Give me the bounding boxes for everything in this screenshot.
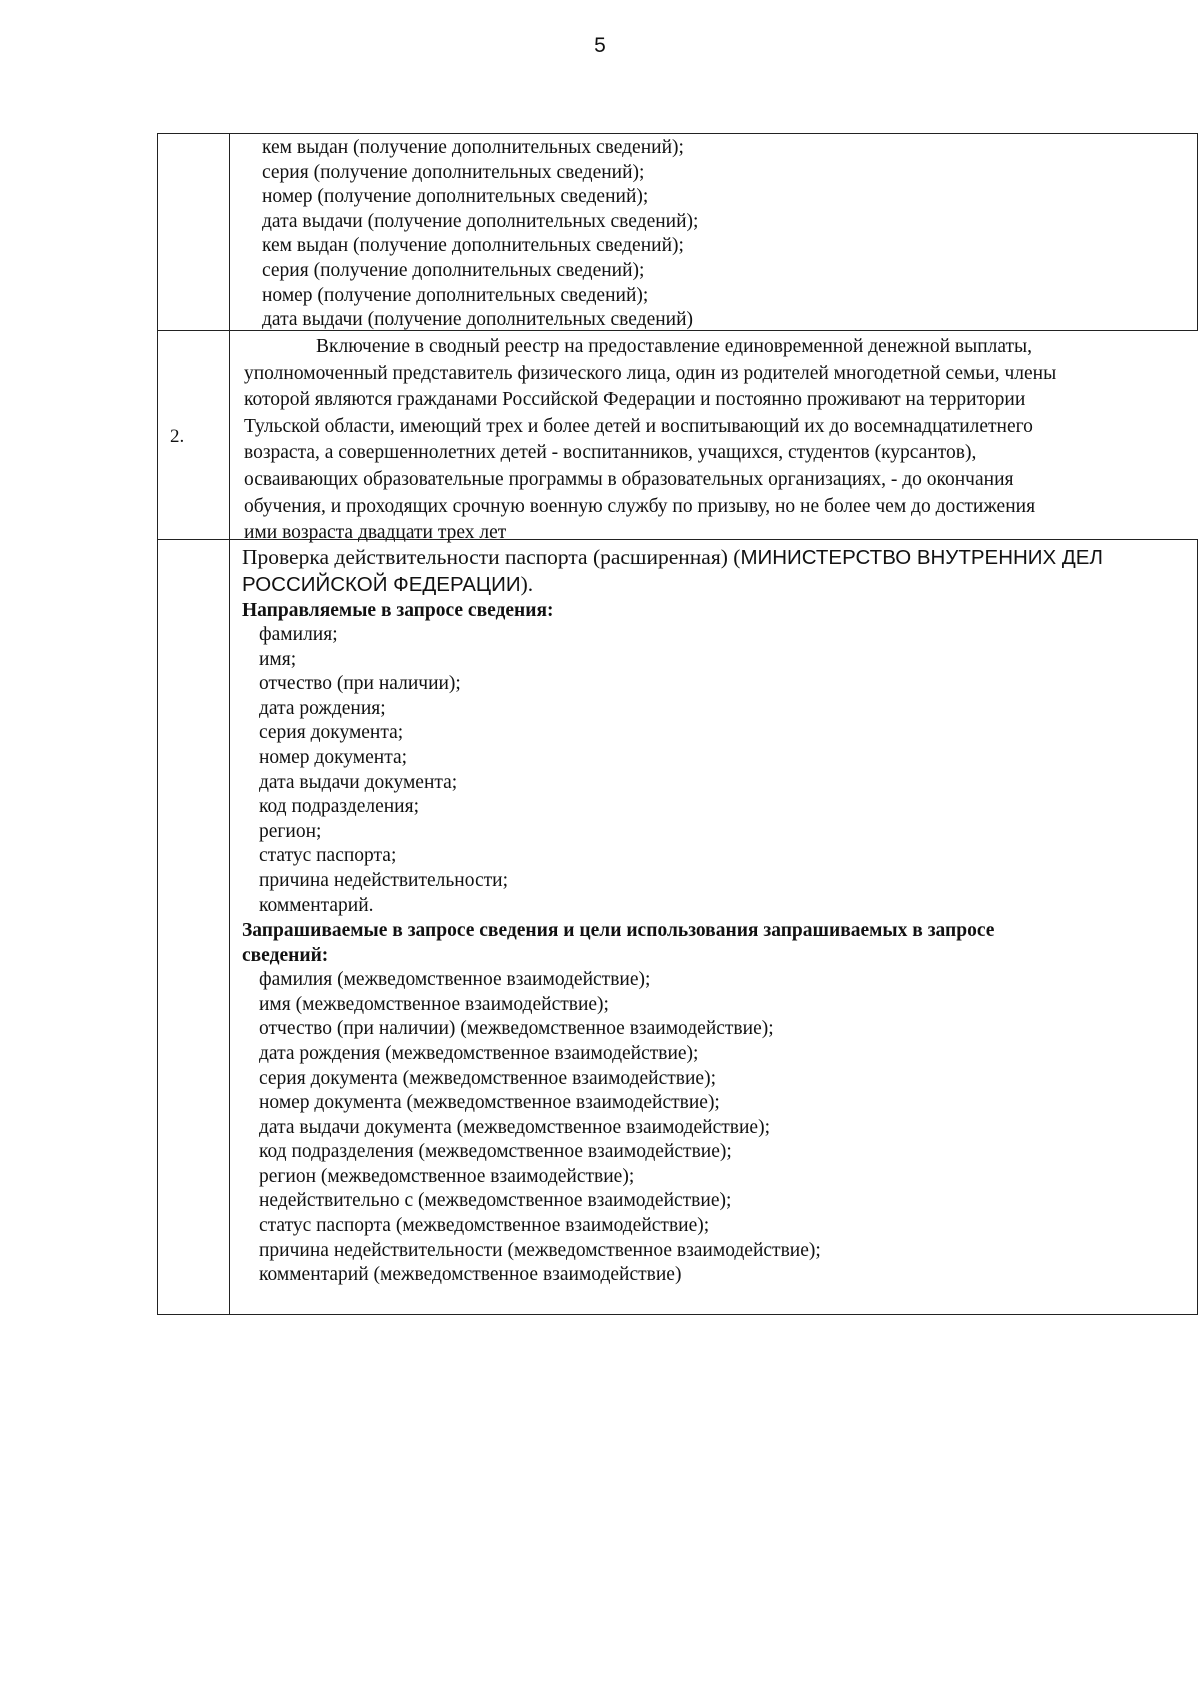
list-item: номер (получение дополнительных сведений); [262, 186, 649, 208]
paragraph-line: обучения, и проходящих срочную военную службу по призыву, но не более чем до достижения [244, 495, 1036, 517]
list-item: номер (получение дополнительных сведений); [262, 284, 649, 306]
list-item: серия документа; [259, 722, 404, 744]
list-item: фамилия (межведомственное взаимодействие); [259, 969, 651, 991]
service-title-line-2 [242, 571, 1192, 598]
list-item: регион; [259, 820, 322, 842]
list-item: фамилия; [259, 624, 338, 645]
list-item: дата выдачи документа (межведомственное взаимодействие); [259, 1116, 770, 1138]
list-item: отчество (при наличии) (межведомственное взаимодействие); [259, 1018, 774, 1040]
paragraph-line: уполномоченный представитель физического лица, один из родителей многодетной семьи, члены [244, 362, 1057, 384]
list-item: кем выдан (получение дополнительных сведений); [262, 235, 684, 257]
list-item: отчество (при наличии); [259, 673, 461, 695]
list-item: серия документа (межведомственное взаимодействие); [259, 1067, 716, 1089]
paragraph-line: ими возраста двадцати трех лет [244, 522, 507, 544]
list-item: дата выдачи (получение дополнительных сведений); [262, 210, 699, 232]
paragraph-line: осваивающих образовательные программы в образовательных организациях, - до окончания [244, 468, 1014, 490]
sent-data-title: Направляемые в запросе сведения: [242, 600, 554, 621]
service-title-line-1 [242, 544, 1192, 571]
list-item: недействительно с (межведомственное взаимодействие); [259, 1190, 732, 1212]
agency-name-part-1: МИНИСТЕРСТВО ВНУТРЕННИХ ДЕЛ [740, 546, 1103, 569]
list-item: дата рождения; [259, 697, 386, 719]
list-item: серия (получение дополнительных сведений); [262, 161, 645, 183]
list-item: причина недействительности; [259, 869, 508, 891]
list-item: регион (межведомственное взаимодействие); [259, 1165, 635, 1187]
list-item: дата выдачи документа; [259, 771, 458, 793]
sent-data-list [242, 623, 1192, 918]
list-item: статус паспорта; [259, 845, 397, 867]
list-item: имя (межведомственное взаимодействие); [259, 993, 609, 1015]
row-number: 2. [170, 426, 185, 447]
list-item: код подразделения (межведомственное взаимодействие); [259, 1141, 732, 1163]
list-item: номер документа (межведомственное взаимодействие); [259, 1092, 720, 1114]
list-item: номер документа; [259, 746, 408, 768]
list-item: статус паспорта (межведомственное взаимодействие); [259, 1215, 710, 1237]
column-divider [229, 134, 230, 1314]
service-title-prefix: Проверка действительности паспорта (расширенная) ( [242, 545, 741, 569]
list-item: имя; [259, 648, 297, 670]
service-title-suffix: ). [520, 572, 534, 596]
list-item: кем выдан (получение дополнительных сведений); [262, 137, 684, 158]
row3-content [242, 544, 1192, 1288]
agency-name-part-2: РОССИЙСКОЙ ФЕДЕРАЦИИ [242, 573, 521, 596]
requested-data-list [242, 968, 1192, 1288]
requested-data-title-2: сведений: [242, 945, 329, 967]
list-item: дата выдачи (получение дополнительных сведений) [262, 309, 694, 331]
paragraph-line: Тульской области, имеющий трех и более детей и воспитывающий их до восемнадцатилетнего [244, 415, 1033, 437]
paragraph-line: которой являются гражданами Российской Федерации и постоянно проживают на территории [244, 389, 1026, 411]
requested-data-title-1: Запрашиваемые в запросе сведения и цели использования запрашиваемых в запросе [242, 920, 995, 942]
list-item: дата рождения (межведомственное взаимодействие); [259, 1042, 699, 1064]
list-item: причина недействительности (межведомственное взаимодействие); [259, 1239, 821, 1261]
list-item: код подразделения; [259, 796, 419, 818]
paragraph-line: Включение в сводный реестр на предоставление единовременной денежной выплаты, [316, 336, 1033, 357]
row2-description [244, 334, 1194, 547]
list-item: комментарий (межведомственное взаимодействие) [259, 1264, 682, 1286]
row1-content [262, 136, 698, 333]
table-right-border-bottom [1197, 539, 1198, 1314]
page-number: 5 [594, 34, 606, 57]
list-item: комментарий. [259, 894, 374, 916]
paragraph-line: возраста, а совершеннолетних детей - воспитанников, учащихся, студентов (курсантов), [244, 442, 977, 464]
list-item: серия (получение дополнительных сведений); [262, 259, 645, 281]
table-right-border-top [1197, 134, 1198, 330]
